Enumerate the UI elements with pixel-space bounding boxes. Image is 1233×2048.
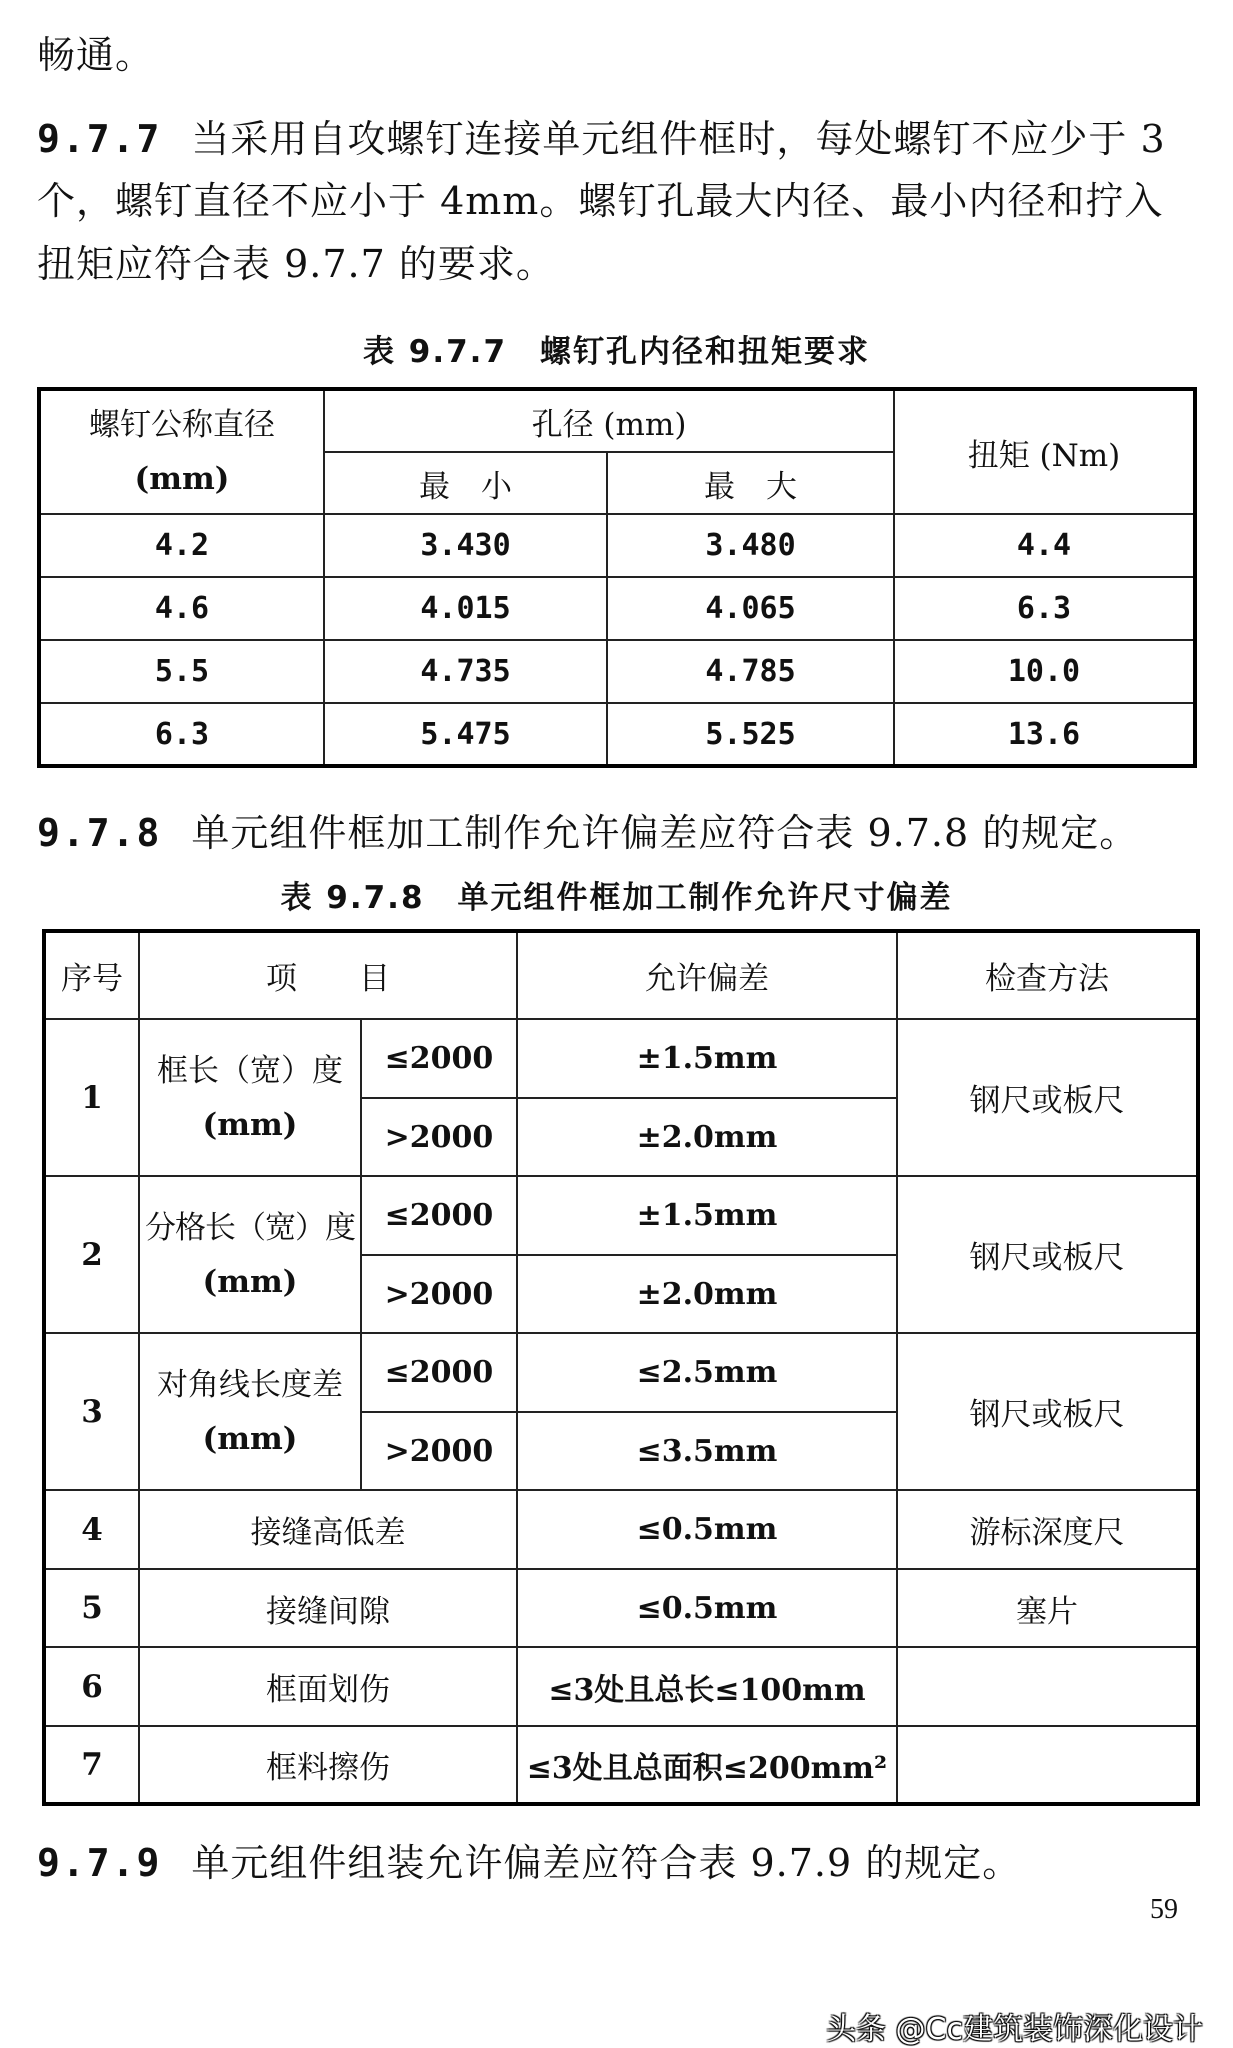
cell-size: ≤2000	[361, 1176, 517, 1255]
cell-max: 5.525	[607, 703, 894, 766]
cell-size: >2000	[361, 1412, 517, 1490]
table-row	[44, 1647, 1198, 1726]
cell-size: ≤2000	[361, 1333, 517, 1412]
cell-method: 钢尺或板尺	[897, 1019, 1198, 1176]
cell-index: 3	[44, 1333, 139, 1490]
cell-tolerance: ≤0.5mm	[517, 1569, 897, 1647]
screw-hole-table	[37, 387, 1197, 768]
cell-item	[139, 1019, 361, 1176]
clause-number: 9.7.9	[37, 1841, 162, 1885]
cell-torque: 4.4	[894, 514, 1195, 577]
cell-tolerance: ±2.0mm	[517, 1255, 897, 1333]
cell-method: 钢尺或板尺	[897, 1333, 1198, 1490]
table-row	[39, 703, 1195, 766]
cell-min: 5.475	[324, 703, 607, 766]
item-label: 分格长（宽）度	[145, 1209, 355, 1246]
table-row	[39, 514, 1195, 577]
previous-paragraph-tail: 畅通。	[37, 33, 155, 77]
cell-diameter: 4.2	[39, 514, 324, 577]
header-tolerance: 允许偏差	[517, 931, 897, 1019]
clause-line	[37, 115, 1166, 163]
frame-tolerance-table	[42, 929, 1200, 1806]
clause-text: 单元组件框加工制作允许偏差应符合表 9.7.8 的规定。	[191, 811, 1139, 855]
item-unit: (mm)	[202, 1263, 298, 1300]
cell-tolerance: ≤0.5mm	[517, 1490, 897, 1569]
cell-torque: 10.0	[894, 640, 1195, 703]
cell-item: 框料擦伤	[139, 1726, 517, 1804]
cell-item	[139, 1176, 361, 1333]
cell-index: 2	[44, 1176, 139, 1333]
cell-size: >2000	[361, 1255, 517, 1333]
table-row	[44, 1333, 1198, 1412]
clause-number: 9.7.7	[37, 117, 162, 161]
clause-line: 扭矩应符合表 9.7.7 的要求。	[37, 242, 555, 286]
page-number: 59	[1150, 1894, 1178, 1925]
cell-tolerance: ≤3.5mm	[517, 1412, 897, 1490]
cell-size: >2000	[361, 1098, 517, 1176]
cell-tolerance: ≤3处且总面积≤200mm²	[517, 1726, 897, 1804]
cell-index: 4	[44, 1490, 139, 1569]
header-method: 检查方法	[897, 931, 1198, 1019]
cell-index: 6	[44, 1647, 139, 1726]
table-row	[39, 577, 1195, 640]
cell-method	[897, 1647, 1198, 1726]
cell-item: 接缝间隙	[139, 1569, 517, 1647]
clause-text: 单元组件组装允许偏差应符合表 9.7.9 的规定。	[191, 1841, 1022, 1885]
table-row	[44, 1019, 1198, 1098]
watermark: 头条 @Cc建筑装饰深化设计	[826, 2012, 1203, 2047]
clause-9-7-8	[37, 809, 1138, 857]
item-label: 对角线长度差	[157, 1366, 343, 1403]
cell-item: 接缝高低差	[139, 1490, 517, 1569]
cell-tolerance: ≤2.5mm	[517, 1333, 897, 1412]
cell-method: 游标深度尺	[897, 1490, 1198, 1569]
cell-min: 4.735	[324, 640, 607, 703]
cell-tolerance: ±1.5mm	[517, 1019, 897, 1098]
table-row	[44, 1569, 1198, 1647]
header-torque: 扭矩 (Nm)	[894, 389, 1195, 514]
header-diameter-label: 螺钉公称直径	[89, 407, 275, 443]
header-hole: 孔径 (mm)	[324, 389, 894, 452]
header-min: 最 小	[324, 452, 607, 514]
cell-method	[897, 1726, 1198, 1804]
clause-line: 个，螺钉直径不应小于 4mm。螺钉孔最大内径、最小内径和拧入	[37, 179, 1164, 223]
cell-diameter: 4.6	[39, 577, 324, 640]
cell-index: 1	[44, 1019, 139, 1176]
cell-torque: 13.6	[894, 703, 1195, 766]
item-label: 框长（宽）度	[157, 1052, 343, 1089]
table-title: 表 9.7.8 单元组件框加工制作允许尺寸偏差	[280, 880, 953, 916]
cell-index: 7	[44, 1726, 139, 1804]
header-diameter	[39, 389, 324, 514]
table-row	[44, 1726, 1198, 1804]
cell-tolerance: ±1.5mm	[517, 1176, 897, 1255]
cell-diameter: 5.5	[39, 640, 324, 703]
header-diameter-unit: (mm)	[134, 461, 230, 497]
table-title: 表 9.7.7 螺钉孔内径和扭矩要求	[362, 334, 871, 370]
cell-index: 5	[44, 1569, 139, 1647]
item-unit: (mm)	[202, 1420, 298, 1457]
table-row	[39, 640, 1195, 703]
cell-max: 3.480	[607, 514, 894, 577]
cell-item: 框面划伤	[139, 1647, 517, 1726]
cell-diameter: 6.3	[39, 703, 324, 766]
item-unit: (mm)	[202, 1106, 298, 1143]
clause-text: 当采用自攻螺钉连接单元组件框时，每处螺钉不应少于 3	[191, 117, 1166, 161]
cell-item	[139, 1333, 361, 1490]
table-row	[44, 1490, 1198, 1569]
cell-tolerance: ±2.0mm	[517, 1098, 897, 1176]
cell-min: 4.015	[324, 577, 607, 640]
cell-min: 3.430	[324, 514, 607, 577]
cell-method: 塞片	[897, 1569, 1198, 1647]
cell-max: 4.785	[607, 640, 894, 703]
header-max: 最 大	[607, 452, 894, 514]
cell-max: 4.065	[607, 577, 894, 640]
clause-number: 9.7.8	[37, 811, 162, 855]
cell-method: 钢尺或板尺	[897, 1176, 1198, 1333]
cell-tolerance: ≤3处且总长≤100mm	[517, 1647, 897, 1726]
clause-9-7-9	[37, 1839, 1021, 1887]
cell-size: ≤2000	[361, 1019, 517, 1098]
header-index: 序号	[44, 931, 139, 1019]
table-row	[44, 1176, 1198, 1255]
header-item: 项 目	[139, 931, 517, 1019]
cell-torque: 6.3	[894, 577, 1195, 640]
